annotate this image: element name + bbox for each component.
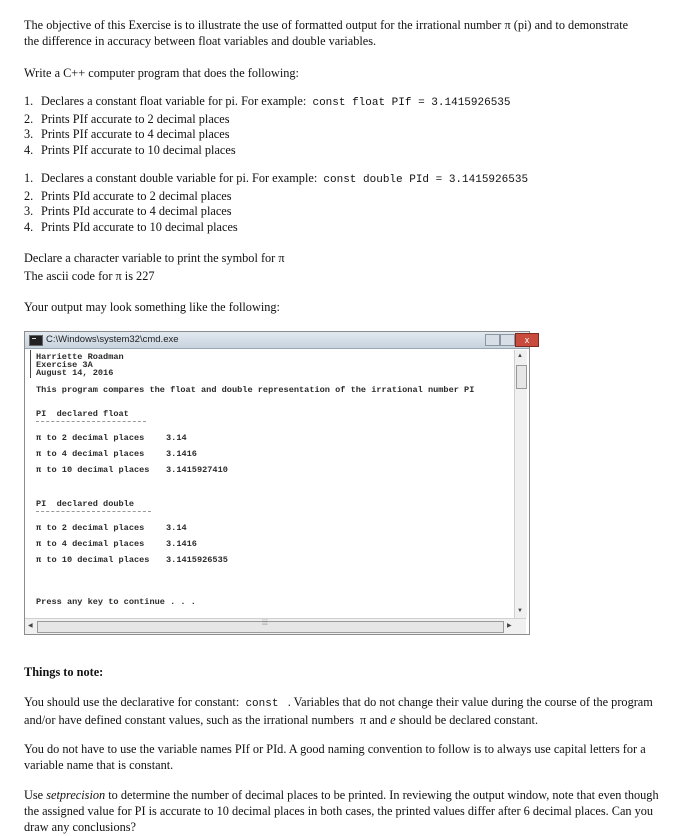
console-author: Harriette Roadman	[36, 352, 124, 362]
console-float-heading: PI declared float	[36, 409, 129, 419]
cmd-window-title: C:\Windows\system32\cmd.exe	[46, 334, 179, 345]
double-task-item: 4. Prints PId accurate to 10 decimal places	[24, 219, 238, 234]
cmd-output	[30, 350, 512, 618]
double-heading-underline	[36, 511, 151, 512]
console-exercise: Exercise 3A	[36, 360, 93, 370]
scroll-up-icon[interactable]: ▲	[517, 353, 523, 359]
maximize-button[interactable]	[500, 334, 515, 346]
output-intro-line: Your output may look something like the following:	[24, 300, 280, 314]
float-task-list	[24, 94, 674, 158]
char-variable-line: Declare a character variable to print the symbol for π	[24, 251, 285, 265]
notes-naming-paragraph: You do not have to use the variable names PIf or PId. A good naming convention to follow is to always use capital letters for a variable name that is constant.	[24, 742, 646, 772]
double-task-item: 2. Prints PId accurate to 2 decimal places	[24, 188, 232, 203]
double-task-item: 1. Declares a constant double variable for pi. For example: const double PId = 3.1415926535	[24, 171, 529, 186]
vertical-scrollbar[interactable]	[514, 350, 527, 618]
cmd-window	[24, 331, 530, 635]
ascii-code-line: The ascii code for π is 227	[24, 269, 155, 283]
scroll-right-icon[interactable]: ▶	[507, 623, 512, 629]
console-double-heading: PI declared double	[36, 499, 134, 509]
console-border-mark	[30, 350, 35, 378]
console-float-row: π to 4 decimal places 3.1416	[36, 449, 197, 459]
double-task-list	[24, 171, 674, 235]
setprecision-keyword: setprecision	[46, 788, 106, 802]
console-purpose: This program compares the float and double representation of the irrational number PI	[36, 385, 475, 395]
console-date: August 14, 2016	[36, 368, 114, 378]
intro-paragraph: The objective of this Exercise is to illustrate the use of formatted output for the irrational number π (pi) and to demonstrate the difference in accuracy between float variables and double variables.	[24, 18, 629, 48]
console-float-row: π to 2 decimal places 3.14	[36, 433, 187, 443]
console-double-row: π to 2 decimal places 3.14	[36, 523, 187, 533]
minimize-button[interactable]	[485, 334, 500, 346]
e-symbol: e	[390, 713, 396, 727]
float-heading-underline	[36, 421, 146, 422]
horizontal-scroll-thumb[interactable]	[37, 621, 504, 633]
notes-constant-paragraph: You should use the declarative for constant: const . Variables that do not change their value during the course of the program and/or have defined constant values, such as the irrational numbers π and e should be declared constant.	[24, 695, 653, 727]
float-example-code: const float PIf = 3.1415926535	[312, 97, 511, 109]
float-task-item: 3. Prints PIf accurate to 4 decimal places	[24, 127, 230, 141]
write-program-line: Write a C++ computer program that does the following:	[24, 66, 299, 80]
console-prompt: Press any key to continue . . .	[36, 597, 196, 607]
double-example-code: const double PId = 3.1415926535	[323, 174, 529, 186]
float-task-item: 4. Prints PIf accurate to 10 decimal places	[24, 142, 236, 157]
cmd-icon	[29, 335, 43, 346]
float-task-item: 1. Declares a constant float variable for pi. For example: const float PIf = 3.1415926535	[24, 94, 511, 109]
close-button[interactable]: x	[515, 333, 539, 347]
console-float-row: π to 10 decimal places 3.1415927410	[36, 465, 228, 475]
horizontal-scrollbar[interactable]	[25, 618, 526, 634]
vertical-scroll-thumb[interactable]	[516, 365, 527, 389]
console-double-row: π to 10 decimal places 3.1415926535	[36, 555, 228, 565]
scroll-down-icon[interactable]: ▼	[517, 608, 523, 614]
float-task-item: 2. Prints PIf accurate to 2 decimal places	[24, 111, 230, 126]
scroll-grip-icon: ⁞⁞⁞	[262, 620, 268, 627]
console-double-row: π to 4 decimal places 3.1416	[36, 539, 197, 549]
const-keyword: const	[245, 698, 279, 710]
notes-setprecision-paragraph: Use setprecision to determine the number of decimal places to be printed. In reviewing the output window, note that even though the assigned value for PI is accurate to 10 decimal places in both cases, the printed values differ after 6 decimal places. Can you draw any conclusions?	[24, 788, 659, 834]
cmd-title-bar[interactable]	[25, 332, 529, 349]
double-task-item: 3. Prints PId accurate to 4 decimal places	[24, 204, 232, 218]
pi-symbol: π	[360, 713, 367, 727]
scroll-left-icon[interactable]: ◀	[28, 623, 33, 629]
notes-heading: Things to note:	[24, 665, 104, 679]
